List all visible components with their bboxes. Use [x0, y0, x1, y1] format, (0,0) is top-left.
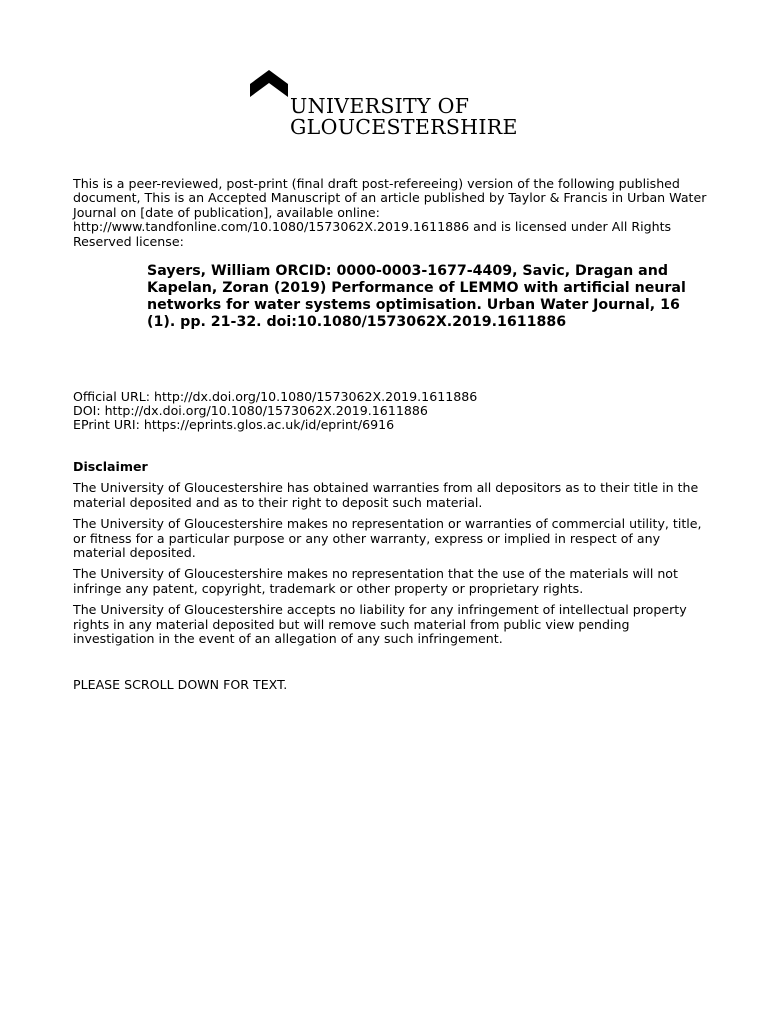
- disclaimer-paragraph: The University of Gloucestershire makes no representation that the use of the materials will not infringe any patent, copyright, trademark or other property or proprietary rights.: [73, 566, 678, 596]
- eprint-uri: EPrint URI: https://eprints.glos.ac.uk/id/eprint/6916: [73, 417, 395, 433]
- disclaimer-paragraph: The University of Gloucestershire accepts no liability for any infringement of intellectual property rights in any material deposited but will remove such material from public view pending investigation in the event of an allegation of any such infringement.: [73, 602, 687, 647]
- url-block: [73, 390, 713, 433]
- university-logo: [250, 70, 540, 140]
- logo-wordmark: [290, 96, 518, 138]
- disclaimer-section: [73, 460, 713, 653]
- intro-paragraph: This is a peer-reviewed, post-print (final draft post-refereeing) version of the following published document, This is an Accepted Manuscript of an article published by Taylor & Francis in Urban Water Journal on [date of publication], available online: http://www.tandfonline.com/10.1080/1573062X.2019.1611886 and is licensed under All Rights Reserved license:: [73, 176, 707, 249]
- logo-line-2: GLOUCESTERSHIRE: [290, 115, 518, 139]
- chevron-up-icon: [250, 70, 290, 100]
- disclaimer-paragraph: The University of Gloucestershire has obtained warranties from all depositors as to their title in the material deposited and as to their right to deposit such material.: [73, 480, 699, 510]
- doi-url: DOI: http://dx.doi.org/10.1080/1573062X.2019.1611886: [73, 403, 428, 419]
- citation: Sayers, William ORCID: 0000-0003-1677-4409, Savic, Dragan and Kapelan, Zoran (2019) Performance of LEMMO with artificial neural networks for water systems optimisation. Urban Water Journal, 16 (1). pp. 21-32. doi:10.1080/1573062X.2019.1611886: [147, 263, 686, 330]
- logo-line-1: UNIVERSITY OF: [290, 94, 470, 118]
- disclaimer-heading: Disclaimer: [73, 459, 148, 474]
- official-url: Official URL: http://dx.doi.org/10.1080/1573062X.2019.1611886: [73, 389, 478, 404]
- scroll-notice: PLEASE SCROLL DOWN FOR TEXT.: [73, 677, 288, 692]
- disclaimer-paragraph: The University of Gloucestershire makes no representation or warranties of commercial utility, title, or fitness for a particular purpose or any other warranty, express or implied in respect of any material deposited.: [73, 516, 702, 561]
